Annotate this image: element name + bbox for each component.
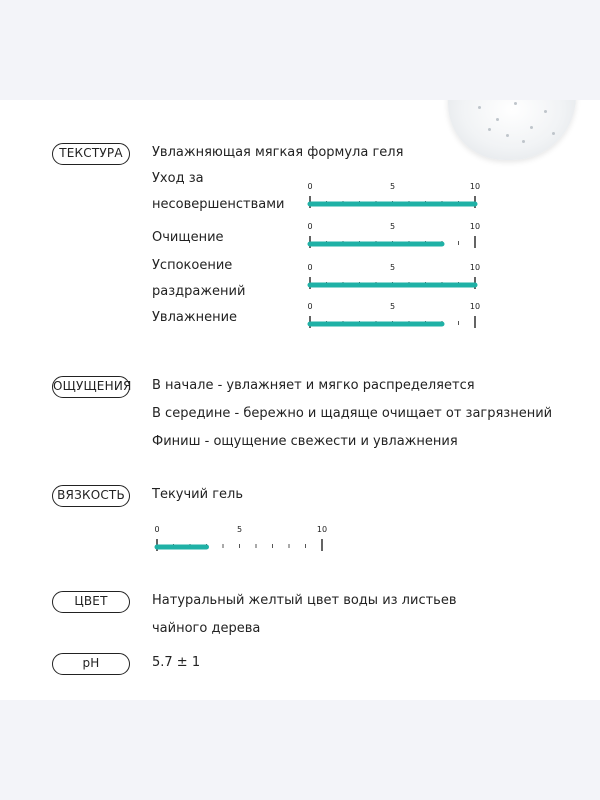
ph-tag: pH <box>52 653 130 675</box>
tick-label-0: 0 <box>154 525 160 534</box>
sensation-middle: В середине - бережно и щадяще очищает от загрязнений <box>152 406 553 421</box>
tick-label-5: 5 <box>389 182 396 191</box>
tick-label-10: 10 <box>469 222 481 231</box>
tick-label-0: 0 <box>307 263 313 272</box>
bar-label-cleansing: Очищение <box>152 230 224 245</box>
tick-label-0: 0 <box>307 302 313 311</box>
bar-label-blemish-care: Уход за несовершенствами <box>152 171 285 212</box>
tick-label-0: 0 <box>307 182 313 191</box>
texture-description: Увлажняющая мягкая формула геля <box>152 145 404 160</box>
bar-label-moisturizing: Увлажнение <box>152 310 238 325</box>
sensation-finish: Финиш - ощущение свежести и увлажнения <box>152 434 458 449</box>
viscosity-tag: ВЯЗКОСТЬ <box>52 485 130 507</box>
tick-label-5: 5 <box>236 525 243 534</box>
sensations-tag: ОЩУЩЕНИЯ <box>52 376 130 398</box>
tick-label-5: 5 <box>389 302 396 311</box>
tick-label-10: 10 <box>316 525 328 534</box>
tick-label-0: 0 <box>307 222 313 231</box>
scale-cleansing <box>300 220 490 252</box>
bar-label-soothing: Успокоение раздражений <box>152 258 246 299</box>
scale-blemish-care <box>300 180 490 212</box>
tick-label-10: 10 <box>469 302 481 311</box>
ph-value: 5.7 ± 1 <box>152 655 201 670</box>
tick-label-10: 10 <box>469 182 481 191</box>
scale-soothing <box>300 261 490 293</box>
tick-label-10: 10 <box>469 263 481 272</box>
color-line-2: чайного дерева <box>152 621 261 636</box>
scale-viscosity <box>147 523 337 555</box>
product-info-card <box>0 100 600 700</box>
viscosity-description: Текучий гель <box>152 487 243 502</box>
scale-moisturizing <box>300 300 490 332</box>
tick-label-5: 5 <box>389 263 396 272</box>
tick-label-5: 5 <box>389 222 396 231</box>
gel-texture-image <box>448 100 576 160</box>
color-tag: ЦВЕТ <box>52 591 130 613</box>
color-line-1: Натуральный желтый цвет воды из листьев <box>152 593 457 608</box>
texture-tag: ТЕКСТУРА <box>52 143 130 165</box>
sensation-start: В начале - увлажняет и мягко распределяется <box>152 378 475 393</box>
